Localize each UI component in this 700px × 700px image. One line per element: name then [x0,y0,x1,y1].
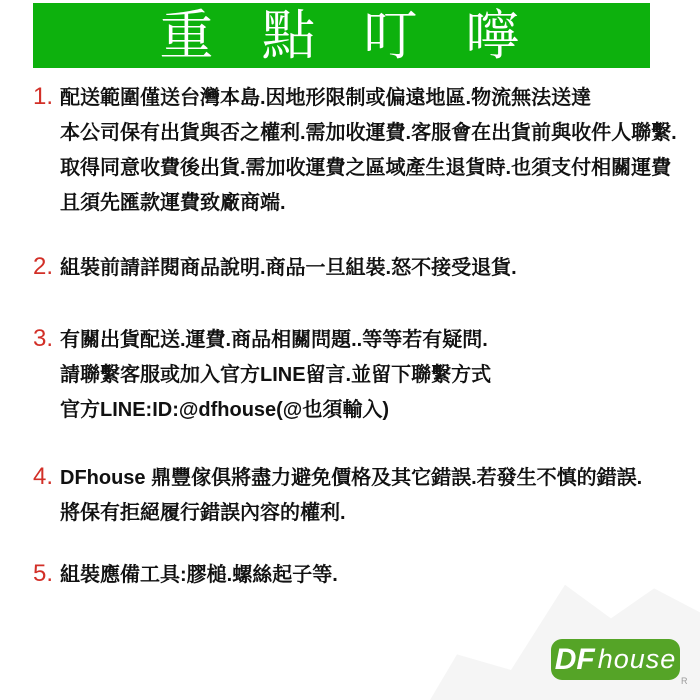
dfhouse-logo [551,639,680,680]
logo-text-df: DF [554,642,595,676]
notice-text-line: 配送範圍僅送台灣本島.因地形限制或偏遠地區.物流無法送達 [60,87,592,109]
notice-text-line: 取得同意收費後出貨.需加收運費之區域產生退貨時.也須支付相關運費 [60,157,672,179]
notice-item-5 [33,558,693,593]
notice-text-line: 請聯繫客服或加入官方LINE留言.並留下聯繫方式 [60,364,492,386]
notice-text-line: 組裝應備工具:膠槌.螺絲起子等. [60,564,338,586]
item-number: 1. [33,83,54,110]
item-number: 2. [33,253,54,280]
notice-text-line: DFhouse 鼎豐傢俱將盡力避免價格及其它錯誤.若發生不慎的錯誤. [60,467,643,489]
notice-text-line: 組裝前請詳閱商品說明.商品一旦組裝.怒不接受退貨. [60,257,517,279]
logo-text-house: house [597,644,677,674]
notice-item-2 [33,251,693,286]
registered-trademark: R [681,676,688,686]
notice-text-line: 本公司保有出貨與否之權利.需加收運費.客服會在出貨前與收件人聯繫. [60,122,677,144]
notice-text-line: 有關出貨配送.運費.商品相關問題..等等若有疑問. [60,329,488,351]
item-number: 3. [33,325,54,352]
item-number: 4. [33,463,54,490]
notice-text-line: 將保有拒絕履行錯誤內容的權利. [60,502,346,524]
notice-item-4 [33,461,693,531]
header-banner [33,3,650,68]
notice-text-line: 且須先匯款運費致廠商端. [60,192,286,214]
notice-item-1 [33,81,693,221]
notice-item-3 [33,323,693,428]
item-number: 5. [33,560,54,587]
notice-text-line: 官方LINE:ID:@dfhouse(@也須輸入) [60,399,389,421]
page-title: 重點叮嚀 [159,3,568,67]
